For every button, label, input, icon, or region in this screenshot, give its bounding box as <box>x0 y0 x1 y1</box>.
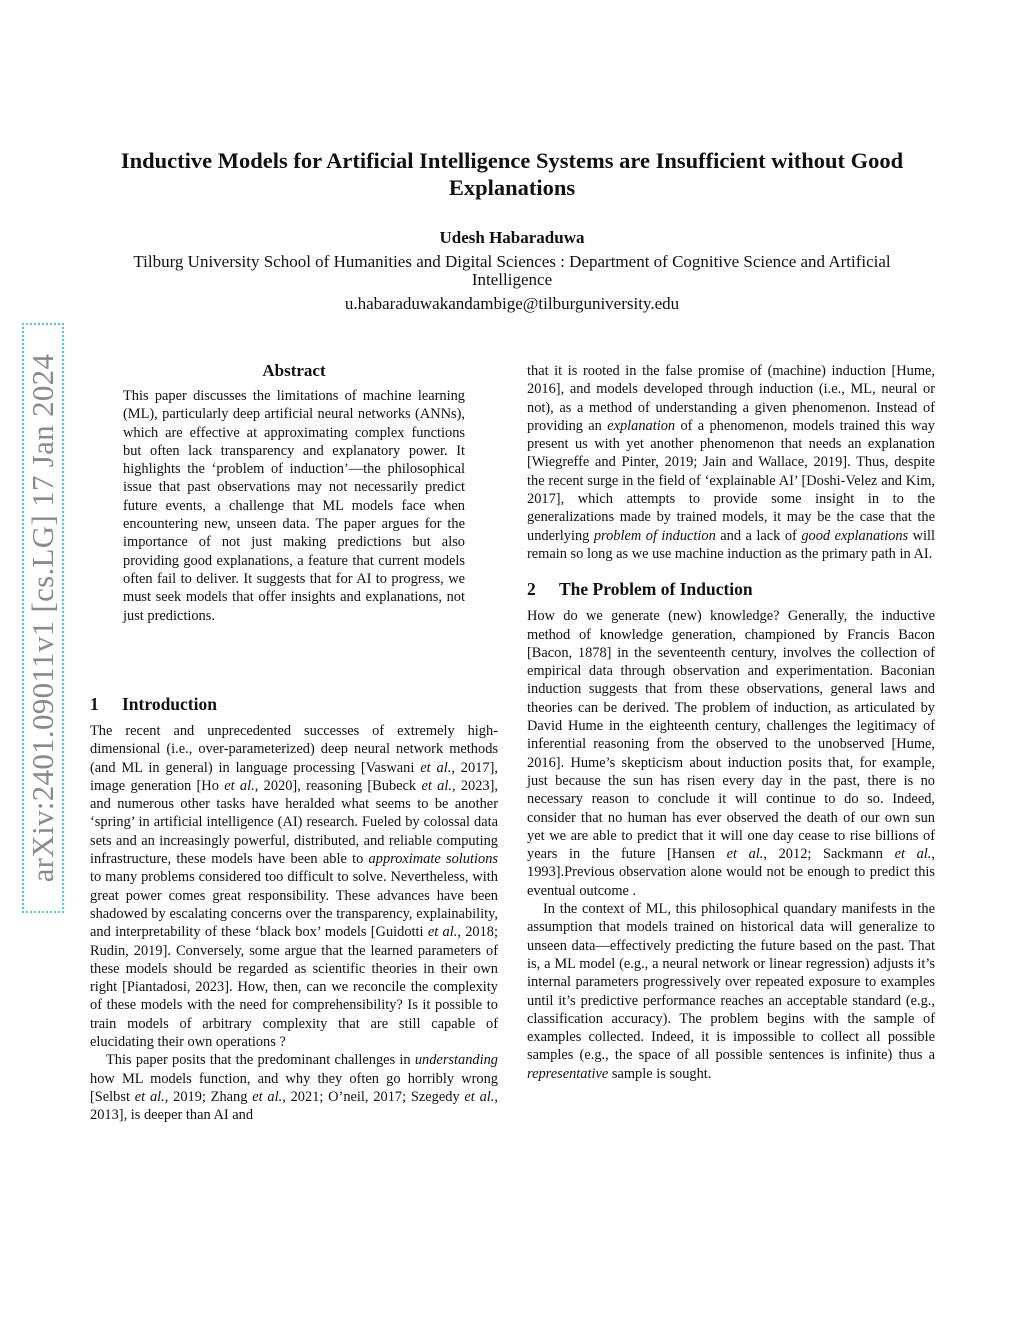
right-column <box>527 362 935 1083</box>
left-column <box>90 693 498 1125</box>
arxiv-side-stamp <box>22 323 64 913</box>
intro-paragraph-continued: that it is rooted in the false promise of (machine) induction [Hume, 2016], and models developed through induction (i.e., ML, neural or not), as a method of understanding a given phenomenon. Instead of providing an explanation of a phenomenon, models trained this way present us with yet another phenomenon that needs an explanation [Wiegreffe and Pinter, 2019; Jain and Wallace, 2019]. Thus, despite the recent surge in the field of ‘explainable AI’ [Doshi-Velez and Kim, 2017], which attempts to provide some insight in to the generalizations made by trained models, it may be the case that the underlying problem of induction and a lack of good explanations will remain so long as we use machine induction as the primary path in AI. <box>527 363 936 562</box>
author-name: Udesh Habaraduwa <box>439 228 585 247</box>
section-number: 2 <box>527 579 536 600</box>
problem-paragraph-1: How do we generate (new) knowledge? Generally, the inductive method of knowledge generation, championed by Francis Bacon [Bacon, 1878] in the seventeenth century, involves the collection of empirical data through observation and experimentation. Baconian induction suggests that from these observations, general laws and theories can be derived. The problem of induction, as articulated by David Hume in the eighteenth century, challenges the legitimacy of inferential reasoning from the observed to the unobserved [Hume, 2016]. Hume’s skepticism about induction posits that, for example, just because the sun has risen every day in the past, there is no necessary reason to conclude it will continue to do so. Indeed, consider that no human has ever observed the death of our own sun yet we are able to predict that it will one day cease to rise billions of years in the future [Hansen et al., 2012; Sackmann et al., 1993].Previous observation alone would not be enough to predict this eventual outcome . <box>527 608 936 899</box>
paper-title: Inductive Models for Artificial Intelligence Systems are Insufficient without Good Explanations <box>120 148 904 200</box>
abstract-text: This paper discusses the limitations of machine learning (ML), particularly deep artificial neural networks (ANNs), which are effective at approximating complex functions but often lack transparency and explanatory power. It highlights the ‘problem of induction’—the philosophical issue that past observations may not necessarily predict future events, a challenge that ML models face when encountering new, unseen data. The paper argues for the importance of not just making predictions but also providing good explanations, a feature that current models often fail to deliver. It suggests that for AI to progress, we must seek models that offer insights and explanations, not just predictions. <box>123 388 465 624</box>
abstract-heading: Abstract <box>262 361 326 380</box>
section-heading-introduction <box>90 693 498 715</box>
author-email: u.habaraduwakandambige@tilburguniversity.edu <box>344 294 680 313</box>
section-heading-problem-of-induction <box>527 578 935 600</box>
section-title: Introduction <box>122 694 217 714</box>
intro-paragraph-1: The recent and unprecedented successes of extremely high-dimensional (i.e., over-parameterized) deep neural network methods (and ML in general) in language processing [Vaswani et al., 2017], image generation [Ho et al., 2020], reasoning [Bubeck et al., 2023], and numerous other tasks have heralded what seems to be another ‘spring’ in artificial intelligence (AI) research. Fueled by colossal data sets and an increasingly powerful, distributed, and reliable computing infrastructure, these models have been able to approximate solutions to many problems considered too difficult to solve. Nevertheless, with great power comes great responsibility. These advances have been shadowed by escalating concerns over the transparency, explainability, and interpretability of these ‘black box’ models [Guidotti et al., 2018; Rudin, 2019]. Conversely, some argue that the learned parameters of these models should be regarded as scientific theories in their own right [Piantadosi, 2023]. How, then, can we reconcile the complexity of these models with the need for comprehensibility? Is it possible to train models of arbitrary complexity that are still capable of elucidating their own operations ? <box>90 723 499 1051</box>
section-title: The Problem of Induction <box>559 579 753 600</box>
problem-paragraph-2: In the context of ML, this philosophical quandary manifests in the assumption that models trained on historical data will generalize to unseen data—effectively predicting the future based on the past. That is, a ML model (e.g., a neural network or linear regression) adjusts it’s internal parameters progressively over repeated exposure to examples until it’s predictive performance reaches an acceptable standard (e.g., classification accuracy). The problem begins with the sample of examples collected. Indeed, it is impossible to collect all possible samples (e.g., the space of all possible sentences is infinite) thus a representative sample is sought. <box>527 901 935 1082</box>
section-number: 1 <box>90 694 99 714</box>
author-affiliation: Tilburg University School of Humanities and Digital Sciences : Department of Cognitive Science and Artificial Intelligence <box>133 252 891 289</box>
intro-paragraph-2: This paper posits that the predominant challenges in understanding how ML models function, and why they often go horribly wrong [Selbst et al., 2019; Zhang et al., 2021; O’neil, 2017; Szegedy et al., 2013], is deeper than AI and <box>90 1052 498 1124</box>
arxiv-identifier: arXiv:2401.09011v1 [cs.LG] 17 Jan 2024 <box>25 353 60 883</box>
